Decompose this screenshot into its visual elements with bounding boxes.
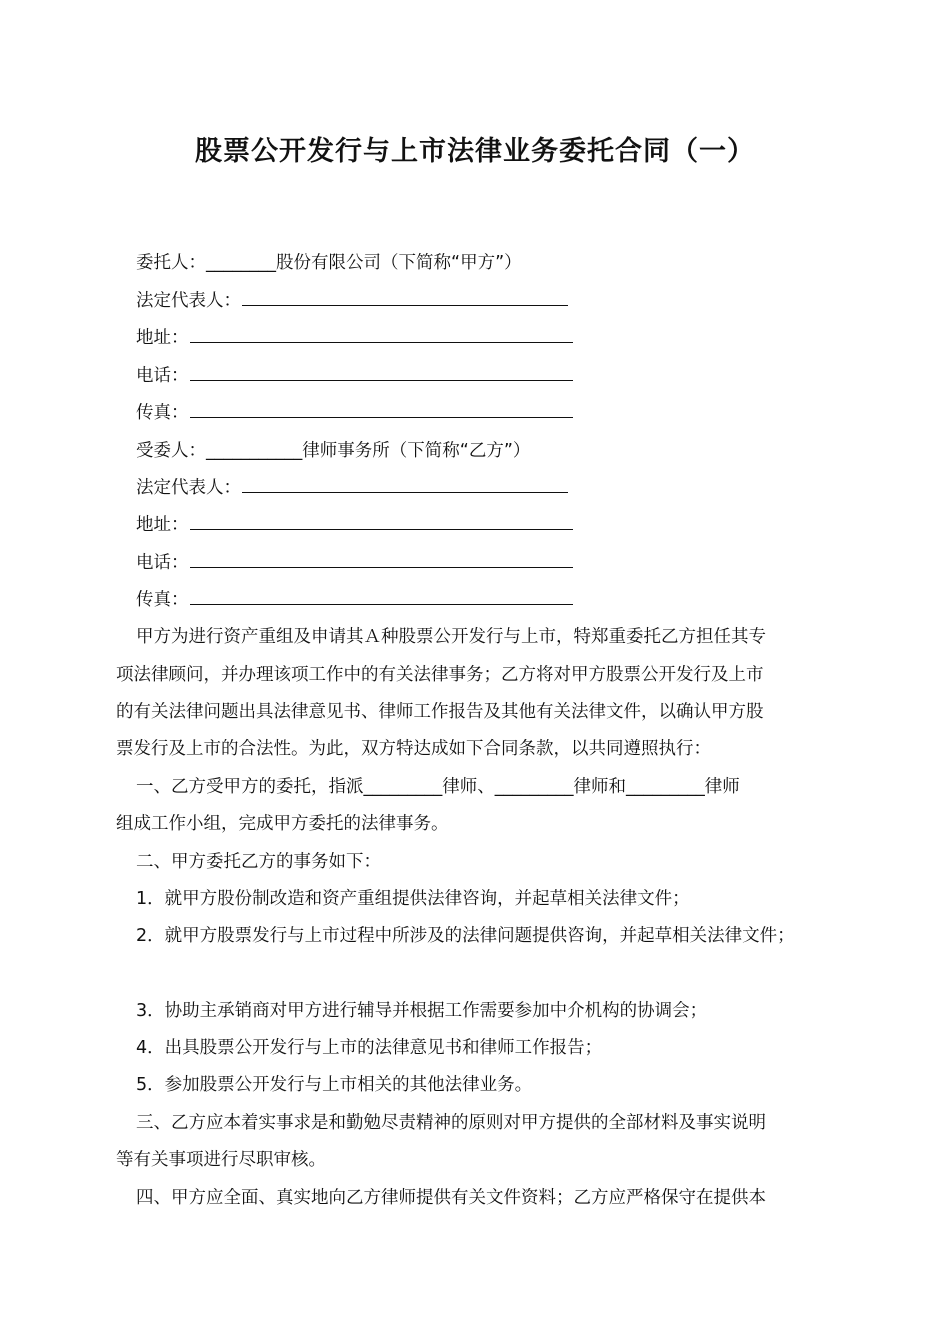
party-a-line — [136, 249, 522, 277]
clause-2-item: 1．就甲方股份制改造和资产重组提供法律咨询，并起草相关法律文件； — [136, 889, 690, 909]
fill-blank — [190, 511, 573, 530]
field-label: 传真： — [136, 590, 189, 610]
party-a-rep-line — [136, 287, 569, 315]
party-b-fax-line — [136, 586, 574, 614]
party-a-blank: ________ — [206, 253, 276, 273]
clause-1-line-2: 组成工作小组，完成甲方委托的法律事务。 — [116, 814, 449, 834]
party-b-phone-line — [136, 549, 574, 577]
party-b-blank: ___________ — [206, 441, 303, 461]
clause-1-line-1 — [136, 773, 740, 801]
body-line: 票发行及上市的合法性。为此，双方特达成如下合同条款，以共同遵照执行： — [116, 739, 711, 759]
party-b-address-line — [136, 511, 574, 539]
lawyer-name-blank: _________ — [494, 777, 574, 797]
clause-4-line: 四、甲方应全面、真实地向乙方律师提供有关文件资料；乙方应严格保守在提供本 — [136, 1188, 766, 1208]
clause-2-item: 3．协助主承销商对甲方进行辅导并根据工作需要参加中介机构的协调会； — [136, 1001, 708, 1021]
clause-2-item: 4．出具股票公开发行与上市的法律意见书和律师工作报告； — [136, 1038, 603, 1058]
clause-text: 律师 — [704, 777, 740, 797]
clause-text: 一、乙方受甲方的委托，指派 — [136, 777, 364, 797]
field-label: 传真： — [136, 403, 189, 423]
fill-blank — [190, 549, 573, 568]
body-line: 甲方为进行资产重组及申请其Ａ种股票公开发行与上市，特郑重委托乙方担任其专 — [136, 627, 766, 647]
fill-blank — [242, 474, 568, 493]
lawyer-name-blank: _________ — [626, 777, 705, 797]
clause-3-line: 三、乙方应本着实事求是和勤勉尽责精神的原则对甲方提供的全部材料及事实说明 — [136, 1113, 766, 1133]
clause-3-line: 等有关事项进行尽职审核。 — [116, 1150, 326, 1170]
clause-text: 律师和 — [573, 777, 626, 797]
party-a-phone-line — [136, 362, 574, 390]
party-b-line — [136, 437, 530, 465]
field-label: 法定代表人： — [136, 291, 241, 311]
field-label: 电话： — [136, 366, 189, 386]
clause-2-item: 5．参加股票公开发行与上市相关的其他法律业务。 — [136, 1075, 533, 1095]
party-a-label: 委托人： — [136, 253, 206, 273]
fill-blank — [242, 287, 568, 306]
fill-blank — [190, 399, 573, 418]
clause-text: 律师、 — [442, 777, 495, 797]
clause-2-heading: 二、甲方委托乙方的事务如下： — [136, 852, 381, 872]
lawyer-name-blank: _________ — [363, 777, 443, 797]
party-a-fax-line — [136, 399, 574, 427]
fill-blank — [190, 586, 573, 605]
body-line: 项法律顾问，并办理该项工作中的有关法律事务；乙方将对甲方股票公开发行及上市 — [116, 665, 764, 685]
field-label: 法定代表人： — [136, 478, 241, 498]
field-label: 地址： — [136, 515, 189, 535]
field-label: 电话： — [136, 553, 189, 573]
document-title: 股票公开发行与上市法律业务委托合同（一） — [195, 136, 755, 167]
party-b-label: 受委人： — [136, 441, 206, 461]
fill-blank — [190, 324, 573, 343]
party-a-suffix: 股份有限公司（下简称“甲方”） — [276, 253, 522, 273]
party-b-rep-line — [136, 474, 569, 502]
fill-blank — [190, 362, 573, 381]
field-label: 地址： — [136, 328, 189, 348]
party-a-address-line — [136, 324, 574, 352]
party-b-suffix: 律师事务所（下简称“乙方”） — [302, 441, 531, 461]
body-line: 的有关法律问题出具法律意见书、律师工作报告及其他有关法律文件，以确认甲方股 — [116, 702, 764, 722]
clause-2-item: 2．就甲方股票发行与上市过程中所涉及的法律问题提供咨询，并起草相关法律文件； — [136, 926, 795, 946]
